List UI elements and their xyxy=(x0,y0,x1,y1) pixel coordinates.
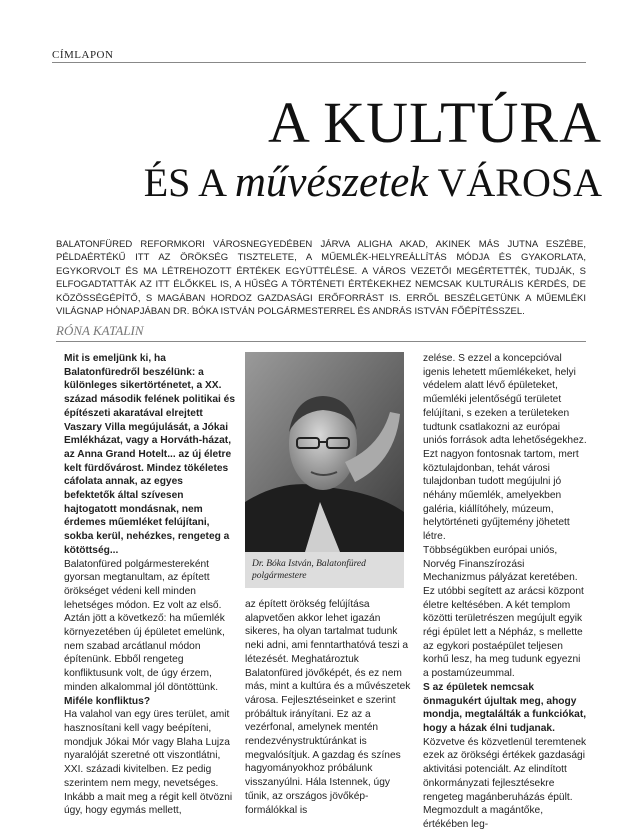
column-3 xyxy=(423,352,587,832)
section-label: CÍMLAPON xyxy=(52,49,114,61)
answer-3b: Többségükben európai uniós, Norvég Finanszírozási Mechanizmus pályázat keretében. Ez utóbbi segített az arácsi központ életre keltésében. A két templom közötti területrészen megújult egyik régi épület lett a Népház, s mellette az egykori postaépület teljesen korhű lesz, ha meg tudunk egyezni a postamúzeummal. xyxy=(423,544,584,680)
portrait-image xyxy=(245,352,404,552)
portrait-photo xyxy=(245,352,404,552)
headline-pre: ÉS A xyxy=(143,160,235,205)
headline-line2 xyxy=(0,160,602,206)
answer-1: Balatonfüred polgármestereként gyorsan megtanultam, az épített örökséget védeni kell minden lehetséges módon. Ez volt az első. Aztán jött a következő: ha műemlék környezetében új épületet emelünk, nem szabad arcátlanul módon építenünk. Ebből rengeteg konfliktusunk volt, de úgy érzem, minden alkalommal jól döntöttünk. xyxy=(64,558,225,693)
author-name: RÓNA KATALIN xyxy=(56,323,144,338)
column-2 xyxy=(245,598,411,817)
question-3: S az épületek nemcsak önmagukért újultak meg, ahogy mondja, megtalálták a funkciókat, hogy a házak élni tudjanak. xyxy=(423,681,587,734)
column-2-text: az épített örökség felújítása alapvetően akkor lehet igazán sikeres, ha olyan tartalmat tudunk neki adni, ami fenntarthatóvá teszi a létezését. Meghatároztuk Balatonfüred jövőképét, és ez nem más, mint a kultúra és a művészetek városa. Fejlesztéseinket e szerint próbáltuk irányítani. Ez az a vezérfonal, amelynek mentén rendezvénystruktúránkat is megvalósítjuk. A gazdag és színes hagyományokhoz próbálunk visszanyúlni. Hála Istennek, úgy tűnik, az országos jövőkép-formálókkal is xyxy=(245,599,411,816)
section-divider xyxy=(52,62,586,63)
column-1 xyxy=(64,352,236,818)
answer-2: Ha valahol van egy üres terület, amit hasznosítani kell vagy beépíteni, mondjuk Jókai Mór vagy Blaha Lujza nyaralóját szeretné ott viszontlátni, XXI. századi kivitelben. Ez pedig szerintem nem megy, nevetséges. Inkább a mait meg a régit kell ötvözni úgy, hogy egymás mellett, xyxy=(64,709,233,817)
lead-paragraph: BALATONFÜRED REFORMKORI VÁROSNEGYEDÉBEN JÁRVA ALIGHA AKAD, AKINEK MÁS JUTNA ESZÉBE, PÉLDAÉRTÉKŰ ITT AZ ÖRÖKSÉG TISZTELETE, A MŰEMLÉK-HELYREÁLLÍTÁS MÓDJA ÉS GYAKORLATA, EGYKORVOLT ÉS MA LÉTREHOZOTT ÉRTÉKEK EGYÜTTÉLÉSE. A VÁROS VEZETŐI MEGÉRTETTÉK, TUDJÁK, S ELFOGADTATTÁK AZ ITT ÉLŐKKEL IS, A HŰSÉG A TÖRTÉNETI ÉRTÉKEKHEZ NEMCSAK KULTURÁLIS KÉRDÉS, DE KÖZÖSSÉGÉPÍTŐ, S MAGÁBAN HORDOZ GAZDASÁGI ERŐFORRÁST IS. ERRŐL BESZÉLGETÜNK A MŰEMLÉKI VILÁGNAP HÓNAPJÁBAN DR. BÓKA ISTVÁN POLGÁRMESTERREL ÉS ANDRÁS ISTVÁN FŐÉPÍTÉSSZEL. xyxy=(56,239,586,318)
question-2: Miféle konfliktus? xyxy=(64,695,151,707)
headline-line1: A KULTÚRA xyxy=(268,90,602,155)
answer-3c: Közvetve és közvetlenül teremtenek ezek az örökségi értékek gazdasági aktivitási potenciált. Az elindított önkormányzati fejlesztésekre rengeteg magánberuházás épült. Megmozdult a magántőke, értékében leg- xyxy=(423,736,587,830)
headline-emphasis: művészetek xyxy=(234,159,429,206)
author-divider xyxy=(56,341,586,342)
question-1: Mit is emeljünk ki, ha Balatonfüredről beszélünk: a különleges sikertörténetet, a XX. század második felének politikai és építészeti akaratával elrejtett Vaszary Villa megújulását, a Jókai Emlékházat, vagy a Horváth-házat, az Anna Grand Hotelt... az új életre kelt fürdővárost. Mindez tökéletes cáfolata annak, az egyes befektetők által szívesen hajtogatott mondásnak, nem érdemes műemléket felújítani, sokba kerül, nehézkes, rengeteg a kötöttség... xyxy=(64,353,235,556)
photo-caption: Dr. Bóka István, Balatonfüred polgármestere xyxy=(252,559,366,581)
headline-post: VÁROSA xyxy=(428,160,602,205)
answer-3a: zelése. S ezzel a koncepcióval igenis lehetett műemlékeket, helyi védelem alatt lévő épületeket, műemléki jelentőségű területet felújítani, s ezeken a területeken tudtunk csatlakozni az európai uniós források adta lehetőségekhez. Ezt nagyon fontosnak tartom, mert köztulajdonban, tehát városi tulajdonban tudott megújulni jó néhány műemlék, amelyekben galéria, kiállítóhely, múzeum, helytörténeti gyűjtemény jöhetett létre. xyxy=(423,353,587,543)
